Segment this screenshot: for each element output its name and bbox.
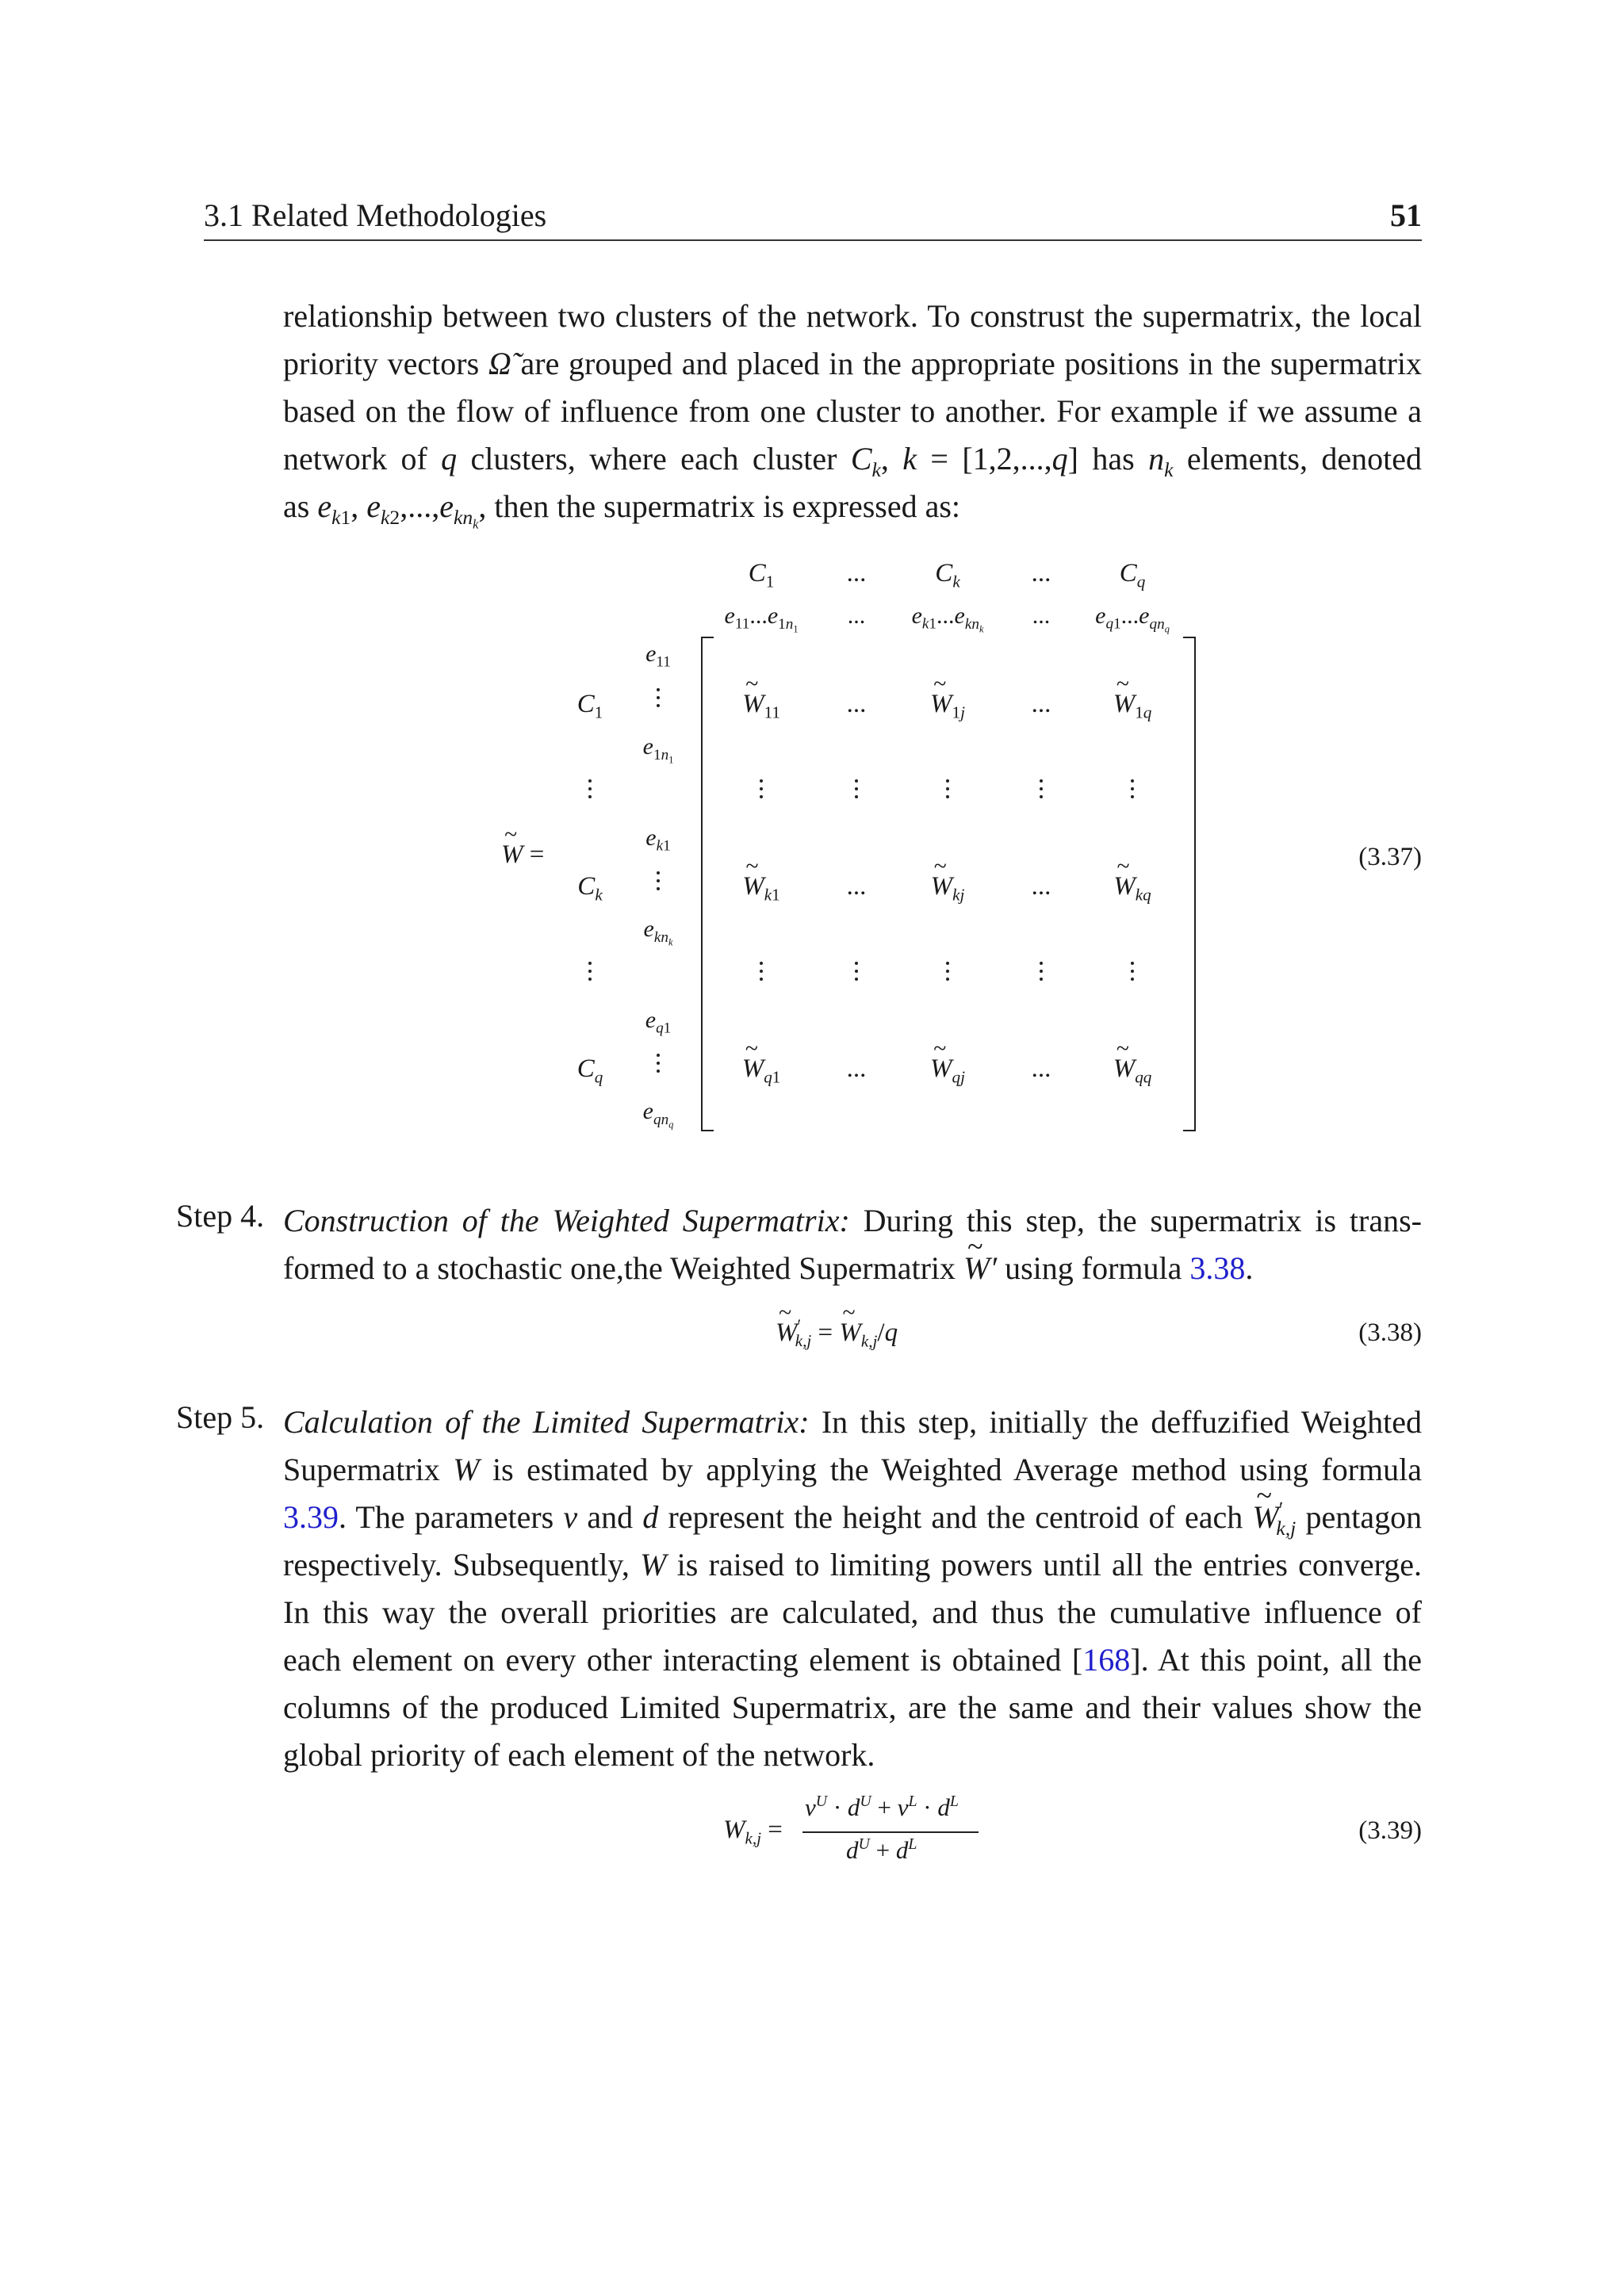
step4-line-1: Construction of the Weighted Supermatrix: During this step, the supermatrix is trans- [283,1203,1423,1238]
row-element-eknk: $e_{kn_k}$ [643,916,673,948]
col-elements-1: $e_{11}...e_{1n_1}$ [724,603,799,635]
step5-line-4: respectively. Subsequently, W is raised to limiting powers until all the entries converge. [283,1547,1423,1582]
col-elements-k: $e_{k1}...e_{kn_k}$ [911,603,984,635]
step5-line-6: each element on every other interacting element is obtained [168]. At this point, all the [283,1642,1423,1678]
row-element-vdots-2 [656,871,661,895]
cell-w11: ~ $W_{11}$ [742,690,780,719]
equation-number-337: (3.37) [1358,843,1422,871]
step5-paragraph [283,1399,1422,1779]
cell-wqq: ~ $W_{qq}$ [1113,1054,1152,1084]
ref-eq-338[interactable]: 3.38 [1189,1250,1246,1286]
row-element-eq1: $e_{q1}$ [645,1007,672,1037]
cell-vdots [854,962,859,985]
row-element-vdots-1 [656,688,661,712]
header-rule [204,239,1422,241]
equation-338: ~ $W'_{k,j}$ = ~ $W_{k,j}/q$ [776,1318,898,1348]
row-cluster-vdots-2 [588,962,592,985]
cell-dots: ... [846,690,867,718]
row-cluster-vdots-1 [588,779,592,803]
step5-line-1: Calculation of the Limited Supermatrix: In this step, initially the deffuzified Weighted [283,1404,1423,1440]
cell-wkj: ~ $W_{kj}$ [931,872,965,901]
cell-vdots [1130,779,1135,803]
eq339-fraction-bar [802,1831,979,1833]
row-element-e11: $e_{11}$ [645,641,671,671]
row-element-vdots-3 [656,1054,661,1077]
ref-eq-339[interactable]: 3.39 [283,1499,339,1535]
col-elements-dots-2: ... [1032,603,1051,629]
intro-paragraph [283,293,1422,530]
col-cluster-dots-1: ... [846,559,867,587]
intro-line-5: as $e_{k1}$, $e_{k2},...,e_{kn_k}$, then the supermatrix is expressed as: [283,488,961,532]
step5-line-5: In this way the overall priorities are calculated, and thus the cumulative influence of [283,1594,1422,1630]
cell-dots: ... [846,1054,867,1083]
cell-vdots [759,779,764,803]
eq339-lhs: $W_{k,j}$ = [723,1816,783,1848]
ref-citation-168[interactable]: 168 [1082,1642,1131,1678]
equation-number-338: (3.38) [1358,1318,1422,1347]
cell-vdots [945,962,950,985]
col-cluster-dots-2: ... [1031,559,1051,587]
intro-line-1: relationship between two clusters of the network. To construst the supermatrix, the local [283,298,1422,334]
row-element-eqnq: $e_{qn_q}$ [642,1098,674,1131]
cell-vdots [1130,962,1135,985]
row-cluster-c1: $C_1$ [576,690,603,722]
step5-label: Step 5. [176,1399,265,1435]
col-elements-q: $e_{q1}...e_{qn_q}$ [1095,603,1170,635]
cell-wkq: ~ $W_{kq}$ [1113,872,1151,901]
cell-wqj: ~ $W_{qj}$ [930,1054,965,1084]
row-cluster-cq: $C_q$ [576,1054,603,1087]
intro-line-3: based on the flow of influence from one cluster to another. For example if we assume a [283,393,1422,429]
intro-line-4: network of q clusters, where each cluster $C_k$, k = [1,2,...,q] has $n_k$ elements, denoted [283,441,1422,481]
row-cluster-ck: $C_k$ [577,872,603,905]
col-cluster-c1: $C_1$ [748,559,775,591]
col-cluster-ck: $C_k$ [935,559,960,591]
col-elements-dots-1: ... [847,603,866,629]
eq339-numerator: $v^U \cdot d^U + v^L \cdot d^L$ [805,1793,959,1821]
cell-vdots [854,779,859,803]
cell-w1j: ~ $W_{1j}$ [930,690,965,719]
right-bracket [1183,637,1196,1131]
cell-vdots [1039,962,1044,985]
step4-paragraph [283,1197,1422,1292]
cell-dots: ... [1031,1054,1051,1083]
cell-vdots [945,779,950,803]
step4-line-2: formed to a stochastic one,the Weighted Supermatrix ~ W′ using formula 3.38. [283,1245,1422,1292]
cell-vdots [759,962,764,985]
running-header: 3.1 Related Methodologies [204,197,547,233]
cell-wq1: ~ $W_{q1}$ [742,1054,781,1084]
row-element-e1n1: $e_{1n_1}$ [642,733,674,766]
cell-dots: ... [1031,872,1051,901]
w-tilde-lhs: ~ W = [501,840,544,870]
cell-dots: ... [1031,690,1051,718]
cell-vdots [1039,779,1044,803]
left-bracket [701,637,714,1131]
cell-wk1: ~ $W_{k1}$ [742,872,779,901]
step5-line-7: columns of the produced Limited Supermatrix, are the same and their values show the [283,1689,1422,1725]
step5-line-8: global priority of each element of the network. [283,1737,875,1773]
col-cluster-cq: $C_q$ [1119,559,1146,591]
page-number: 51 [1390,197,1422,233]
step4-label: Step 4. [176,1198,265,1234]
row-element-ek1: $e_{k1}$ [645,825,671,855]
eq339-denominator: $d^U + d^L$ [846,1835,917,1864]
equation-number-339: (3.39) [1358,1816,1422,1845]
cell-w1q: ~ $W_{1q}$ [1113,690,1152,719]
cell-dots: ... [846,872,867,901]
intro-line-2: priority vectors Ω̃ are grouped and placed in the appropriate positions in the supermatrix [283,346,1422,381]
step5-line-3: 3.39. The parameters v and d represent the height and the centroid of each ~ $W'_{k,j}$ pentagon [283,1494,1422,1541]
step5-line-2: Supermatrix W is estimated by applying the Weighted Average method using formula [283,1452,1422,1487]
